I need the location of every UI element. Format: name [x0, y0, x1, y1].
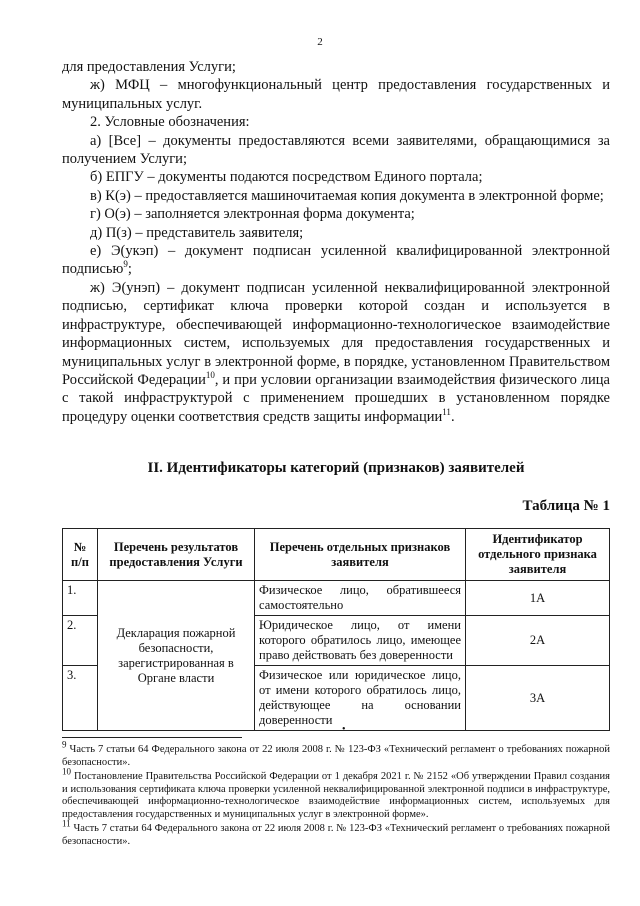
footnote [62, 766, 610, 821]
paragraph: е) Э(укэп) – документ подписан усиленной квалифицированной электронной подписью$^9$; [62, 243, 610, 278]
footnote-separator [62, 737, 242, 738]
paragraph: 2. Условные обозначения: [90, 114, 250, 131]
footnote-ref: 11 [442, 406, 451, 417]
section-title: II. Идентификаторы категорий (признаков) заявителей [147, 460, 525, 476]
footnote-text: Часть 7 статьи 64 Федерального закона от 22 июля 2008 г. № 123-ФЗ «Технический регламент о требованиях пожарной безопасности». [62, 744, 611, 768]
paragraph [62, 279, 610, 426]
paragraph-text: , и при условии организации взаимодействия физического лица с такой инфраструктурой с применением прошедших в установленном порядке процедуру оценки соответствия средств защиты информации [62, 371, 610, 425]
footnote-mark: 10 [62, 766, 71, 777]
table-header: № п/п [63, 529, 98, 581]
table-header-row [63, 529, 610, 581]
footnote [62, 818, 610, 848]
paragraph: б) ЕПГУ – документы подаются посредством Единого портала; [90, 169, 483, 186]
footnotes [62, 739, 611, 850]
identifier-cell: 2А [466, 616, 610, 666]
feature-cell: Физическое или юридическое лицо, от имени которого обратилось лицо, действующее на основании доверенности [255, 666, 466, 731]
paragraph-text: . [450, 408, 455, 425]
paragraph: а) [Все] – документы предоставляются всеми заявителями, обращающимися за получением Услуги; [62, 132, 610, 168]
table-header: Идентификатор отдельного признака заявителя [466, 529, 610, 581]
stray-dot: • [342, 724, 346, 735]
identifier-cell: 3А [466, 666, 610, 731]
feature-cell: Физическое лицо, обратившееся самостоятельно [255, 581, 466, 616]
table-caption: Таблица № 1 [522, 498, 610, 514]
paragraph: г) О(э) – заполняется электронная форма документа; [90, 206, 415, 223]
row-number: 2. [63, 616, 98, 666]
paragraph: д) П(з) – представитель заявителя; [90, 224, 304, 241]
table-header: Перечень результатов предоставления Услуги [98, 529, 255, 581]
footnote-text: Часть 7 статьи 64 Федерального закона от 22 июля 2008 г. № 123-ФЗ «Технический регламент о требованиях пожарной безопасности». [62, 823, 610, 847]
footnote-mark: 9 [62, 739, 67, 750]
table-row [63, 581, 610, 616]
body-text [62, 58, 610, 426]
applicant-identifiers-table [62, 528, 610, 731]
footnote-ref: 9 [123, 259, 128, 270]
footnote-ref: 10 [205, 370, 215, 381]
feature-cell: Юридическое лицо, от имени которого обратилось лицо, имеющее право действовать без доверенности [255, 616, 466, 666]
footnote-text: Постановление Правительства Российской Федерации от 1 декабря 2021 г. № 2152 «Об утверждении Правил создания и использования сертификата ключа проверки усиленной неквалифицированной электронной подписи в инфраструктуре, обеспечивающей информационно-технологическое взаимодействие информационных систем, используемых для предоставления государственных и муниципальных услуг в электронной форме». [62, 771, 610, 820]
paragraph: в) К(э) – предоставляется машиночитаемая копия документа в электронной форме; [90, 187, 604, 204]
table-header: Перечень отдельных признаков заявителя [255, 529, 466, 581]
footnote [62, 739, 611, 769]
row-number: 1. [63, 581, 98, 616]
result-cell: Декларация пожарной безопасности, зарегистрированная в Органе власти [98, 581, 255, 731]
paragraph: ж) МФЦ – многофункциональный центр предоставления государственных и муниципальных услуг. [62, 77, 610, 112]
footnote-mark: 11 [62, 818, 71, 829]
paragraph-text: ж) Э(унэп) – документ подписан усиленной неквалифицированной электронной подписью, сертификат ключа проверки которой создан и используется в инфраструктуре, обеспечивающей информационно-технологическое взаимодействие информационных систем, используемых для предоставления государственных и муниципальных услуг в электронной форме, в порядке, установленном Правительством Российской Федерации [62, 279, 610, 388]
identifier-cell: 1А [466, 581, 610, 616]
paragraph: для предоставления Услуги; [62, 59, 236, 75]
page-number: 2 [317, 36, 323, 48]
paragraph-text: е) Э(укэп) – документ подписан усиленной квалифицированной электронной подписью [62, 243, 610, 278]
row-number: 3. [63, 666, 98, 731]
